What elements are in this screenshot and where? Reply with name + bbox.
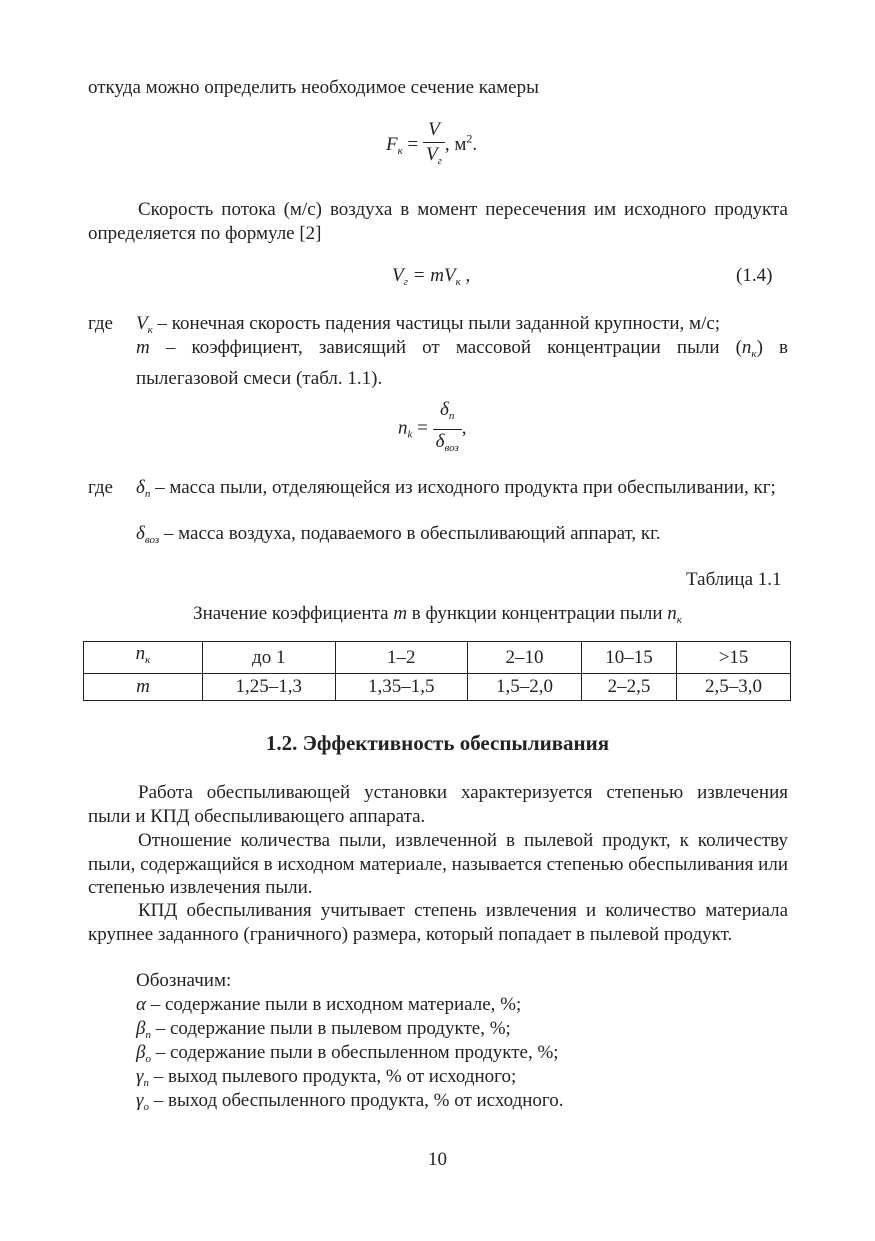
table-caption: Значение коэффициента m в функции концентрации пыли $n_к$ — [193, 603, 682, 626]
where-label-1: где — [88, 313, 113, 334]
paragraph-3: КПД обеспыливания учитывает степень извлечения и количество материала крупнее заданного (граничного) размера, который попадает в пылевой продукт. — [88, 900, 788, 945]
table-cell: 2–2,5 — [581, 673, 676, 700]
table-cell: 10–15 — [581, 642, 676, 674]
notation-title: Обозначим: — [136, 970, 232, 991]
formula-vg: $V_г = mV_к$ , — [392, 265, 471, 288]
speed-paragraph: Скорость потока (м/с) воздуха в момент пересечения им исходного продукта определяется по формуле [2] — [88, 199, 788, 244]
table-cell: 2–10 — [468, 642, 582, 674]
formula-nk: $n_k$ = $\frac{\delta_n}{\delta_{воз}}$ , — [398, 398, 466, 460]
fraction-fk: $\frac{V}{V_г}$ — [423, 118, 445, 173]
coefficient-table — [83, 641, 791, 701]
page-number: 10 — [428, 1149, 447, 1170]
table-cell: >15 — [677, 642, 791, 674]
section-heading: 1.2. Эффективность обеспыливания — [265, 731, 610, 755]
notation-item: $\gamma_о$ – выход обеспыленного продукта, % от исходного. — [136, 1090, 564, 1113]
notation-item: $\beta_п$ – содержание пыли в пылевом продукте, %; — [136, 1018, 511, 1041]
intro-line: откуда можно определить необходимое сечение камеры — [88, 77, 539, 98]
notation-item: $\gamma_п$ – выход пылевого продукта, % от исходного; — [136, 1066, 517, 1089]
fraction-nk: $\frac{\delta_n}{\delta_{воз}}$ — [433, 398, 462, 460]
table-row — [84, 642, 791, 674]
table-cell: 1,5–2,0 — [468, 673, 582, 700]
table-row — [84, 673, 791, 700]
table-cell: 1,25–1,3 — [203, 673, 336, 700]
definition-dn: $\delta_п$ – масса пыли, отделяющейся из исходного продукта при обеспыливании, кг; — [136, 477, 776, 500]
definition-dvoz: $\delta_{воз}$ – масса воздуха, подаваемого в обеспыливающий аппарат, кг. — [136, 523, 661, 546]
table-cell: 1–2 — [335, 642, 468, 674]
paragraph-2: Отношение количества пыли, извлеченной в пылевой продукт, к количеству пыли, содержащийся в исходном материале, называется степенью обеспыливания или степенью извлечения пыли. — [88, 830, 788, 898]
formula-fk: $F_к$ = $\frac{V}{V_г}$ , $м^2$. — [386, 118, 477, 173]
paragraph-1: Работа обеспыливающей установки характеризуется степенью извлечения пыли и КПД обеспыливающего аппарата. — [88, 782, 788, 827]
table-label: Таблица 1.1 — [686, 569, 782, 590]
table-cell: 2,5–3,0 — [677, 673, 791, 700]
table-cell: до 1 — [203, 642, 336, 674]
definition-m: m – коэффициент, зависящий от массовой концентрации пыли $(n_к)$ в пылегазовой смеси (табл. 1.1). — [136, 337, 788, 389]
table-cell: 1,35–1,5 — [335, 673, 468, 700]
formula-number: (1.4) — [736, 265, 773, 286]
table-head-cell: m — [84, 673, 203, 700]
notation-item: $\beta_о$ – содержание пыли в обеспыленном продукте, %; — [136, 1042, 559, 1065]
notation-item: α – содержание пыли в исходном материале, %; — [136, 994, 522, 1015]
table-head-cell: $n_к$ — [84, 642, 203, 674]
definition-vk: $V_к$ – конечная скорость падения частицы пыли заданной крупности, м/с; — [136, 313, 721, 336]
where-label-2: где — [88, 477, 113, 498]
